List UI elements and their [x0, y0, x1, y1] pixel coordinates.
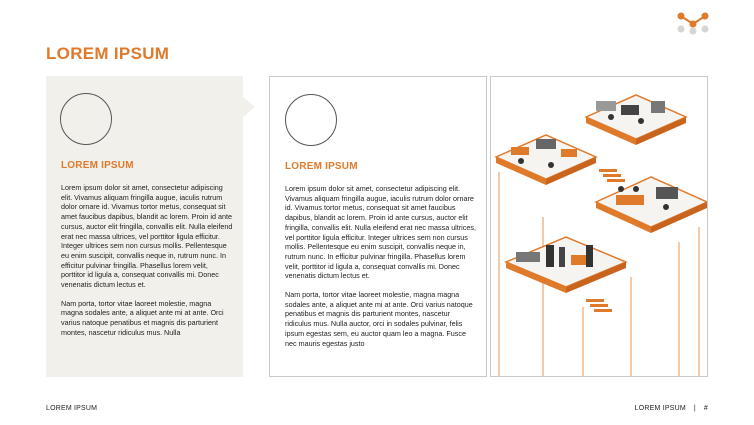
footer-right-label: LOREM IPSUM: [634, 405, 686, 412]
card-paragraph: Nam porta, tortor vitae laoreet molestie, magna magna sodales ante, a aliquet ante mi at ante. Orci varius natoque penatibus et magnis dis parturient montes, nascetur ridiculus mus. Nulla: [61, 298, 224, 337]
card-heading: LOREM IPSUM: [285, 161, 358, 172]
card-body: [61, 183, 233, 347]
footer-right: [635, 405, 708, 412]
info-card-2: [269, 76, 487, 377]
info-card-1: [46, 76, 243, 377]
card-paragraph: Lorem ipsum dolor sit amet, consectetur adipiscing elit. Vivamus aliquam fringilla augue, iaculis rutrum dolor ornare id. Vivamus tortor metus, consequat sit amet faucibus dapibus, blandit ac lorem. Proin id ante cursus, auctor elit fringilla, convallis elit. Nulla eleifend erat nec massa ultrices, vel porttitor ligula efficitur. Integer ultrices sem non cursus mollis. Pellentesque eu enim suscipit, convallis neque in, rutrum nunc. In efficitur pulvinar fringilla. Phasellus lorem velit, porttitor id ligula a, consequat convallis mi. Donec venenatis dictum lectus et.: [61, 183, 233, 290]
page-title: LOREM IPSUM: [46, 44, 170, 63]
footer-separator: |: [693, 405, 696, 412]
illustration-panel: [490, 76, 708, 377]
callout-pointer: [243, 97, 255, 117]
card-body: [285, 184, 477, 357]
icon-placeholder-circle: [285, 94, 337, 146]
page-number: #: [703, 405, 708, 412]
card-paragraph: Nam porta, tortor vitae laoreet molestie, magna magna sodales ante, a aliquet ante mi at ante. Orci varius natoque penatibus et magnis dis parturient montes, nascetur ridiculus mus. Nulla auctor, orci in sodales pulvinar, felis ipsum egestas sem, eu auctor quam leo a magna. Fusce nec mauris egestas justo: [285, 290, 473, 348]
icon-placeholder-circle: [60, 93, 112, 145]
isometric-office-illustration: [491, 77, 707, 376]
molecule-logo-icon: [676, 11, 710, 35]
card-paragraph: Lorem ipsum dolor sit amet, consectetur adipiscing elit. Vivamus aliquam fringilla augue, iaculis rutrum dolor ornare id. Vivamus tortor metus, consequat sit amet faucibus dapibus, blandit ac lorem. Proin id ante cursus, auctor elit fringilla, convallis elit. Nulla eleifend erat nec massa ultrices, vel porttitor ligula efficitur. Integer ultrices sem non cursus mollis. Pellentesque eu enim suscipit, convallis neque in, rutrum nunc. In efficitur pulvinar fringilla. Phasellus lorem velit, porttitor id ligula a, consequat convallis mi. Donec venenatis dictum lectus et.: [285, 184, 476, 281]
footer-left-label: LOREM IPSUM: [46, 405, 98, 412]
card-heading: LOREM IPSUM: [61, 160, 134, 171]
